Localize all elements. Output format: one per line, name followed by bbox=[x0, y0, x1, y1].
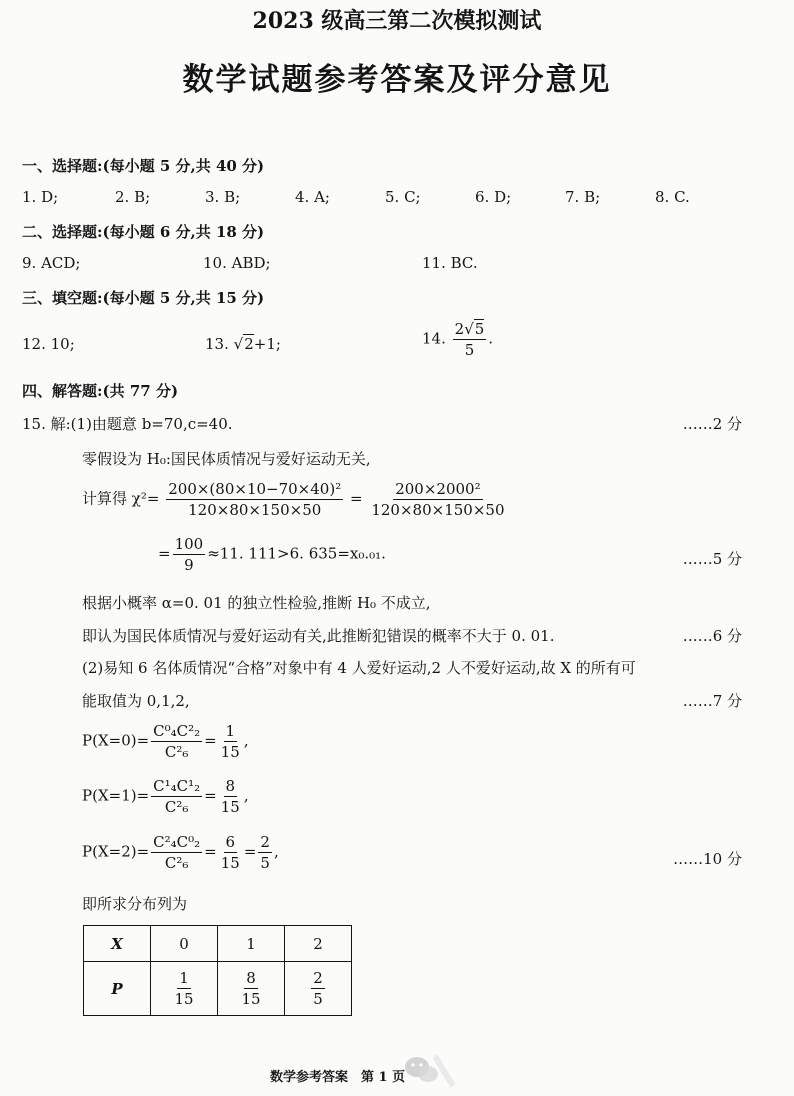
sqrt-symbol: √ bbox=[233, 335, 244, 353]
table-cell: 2 bbox=[285, 926, 352, 962]
p-fraction bbox=[311, 969, 325, 1008]
p-x1-value bbox=[219, 777, 242, 816]
answer-14-prefix: 14. bbox=[422, 329, 446, 348]
distribution-table bbox=[83, 925, 352, 1016]
p-x0-value-num: 1 bbox=[225, 722, 236, 740]
conclusion-line-1: 根据小概率 α=0. 01 的独立性检验,推断 H₀ 不成立, bbox=[82, 594, 431, 612]
p-den: 15 bbox=[174, 990, 194, 1008]
answer-13-prefix: 13. bbox=[205, 335, 229, 353]
score-mark-10: ……10 分 bbox=[673, 850, 742, 868]
answer-13-radicand: 2 bbox=[244, 335, 254, 353]
table-cell: 1 bbox=[218, 926, 285, 962]
answer-14-fraction: $\frac{2√5}{5}$ bbox=[454, 320, 485, 359]
section4-heading: 四、解答题:(共 77 分) bbox=[22, 382, 179, 400]
section2-heading: 二、选择题:(每小题 6 分,共 18 分) bbox=[22, 223, 265, 241]
result-numerator: 100 bbox=[174, 535, 204, 553]
equals-sign: = bbox=[349, 489, 363, 508]
table-cell: 0 bbox=[151, 926, 218, 962]
probability-x0: P(X=0)= $\frac{\text{C⁰₄C²₂}}{\text{C²₆}}$ = $\frac{1}{15}$ , bbox=[82, 722, 249, 761]
answer-14-radicand: 5 bbox=[474, 320, 485, 338]
answer-14 bbox=[422, 320, 493, 359]
p-x2-simplified-den: 5 bbox=[260, 854, 270, 872]
answer-6: 6. D; bbox=[475, 188, 512, 206]
q15-part1-line: 15. 解:(1)由题意 b=70,c=40. bbox=[22, 415, 233, 433]
table-header-p: P bbox=[84, 962, 151, 1016]
p-x1-combination bbox=[151, 777, 202, 816]
p-x2-simplified-num: 2 bbox=[260, 833, 270, 851]
equals-sign: = bbox=[158, 544, 171, 563]
answer-4: 4. A; bbox=[295, 188, 330, 206]
p-fraction bbox=[172, 969, 195, 1008]
p-x2-label: P(X=2)= bbox=[82, 842, 150, 861]
answer-13 bbox=[205, 335, 281, 353]
result-denominator: 9 bbox=[184, 556, 194, 574]
chi-square-label: 计算得 χ²= bbox=[82, 489, 160, 508]
answer-14-coef: 2 bbox=[454, 320, 465, 338]
answer-12: 12. 10; bbox=[22, 335, 75, 353]
answer-11: 11. BC. bbox=[422, 254, 478, 272]
p-x2-numerator: C²₄C⁰₂ bbox=[153, 833, 201, 851]
answer-14-suffix: . bbox=[488, 329, 494, 348]
answer-7: 7. B; bbox=[565, 188, 601, 206]
answer-9: 9. ACD; bbox=[22, 254, 81, 272]
p-x1-numerator: C¹₄C¹₂ bbox=[153, 777, 201, 795]
table-row bbox=[84, 962, 352, 1016]
p-x0-combination bbox=[151, 722, 202, 761]
conclusion-line-2: 即认为国民体质情况与爱好运动有关,此推断犯错误的概率不大于 0. 01. bbox=[82, 627, 555, 645]
section3-heading: 三、填空题:(每小题 5 分,共 15 分) bbox=[22, 289, 265, 307]
table-cell bbox=[151, 962, 218, 1016]
part2-line-2: 能取值为 0,1,2, bbox=[82, 692, 190, 710]
p-x2-value-num: 6 bbox=[225, 833, 236, 851]
section1-heading: 一、选择题:(每小题 5 分,共 40 分) bbox=[22, 157, 265, 175]
answer-10: 10. ABD; bbox=[203, 254, 271, 272]
score-mark-6: ……6 分 bbox=[682, 627, 742, 645]
part2-line-1: (2)易知 6 名体质情况“合格”对象中有 4 人爱好运动,2 人不爱好运动,故 X 的所有可 bbox=[82, 659, 636, 677]
p-x0-numerator: C⁰₄C²₂ bbox=[153, 722, 201, 740]
p-x1-label: P(X=1)= bbox=[82, 786, 150, 805]
chi-square-fraction-1 bbox=[166, 480, 343, 519]
answer-3: 3. B; bbox=[205, 188, 241, 206]
distribution-intro: 即所求分布列为 bbox=[82, 895, 188, 913]
comma: , bbox=[273, 842, 279, 861]
table-header-x: X bbox=[84, 926, 151, 962]
p-den: 5 bbox=[313, 990, 323, 1008]
p-x2-simplified bbox=[258, 833, 272, 872]
exam-title: 2023 级高三第二次模拟测试 bbox=[252, 8, 542, 34]
p-fraction bbox=[239, 969, 262, 1008]
probability-x2: P(X=2)= $\frac{\text{C²₄C⁰₂}}{\text{C²₆}}$ = $\frac{6}{15}$ = $\frac{2}{5}$ , bbox=[82, 833, 279, 872]
p-x1-denominator: C²₆ bbox=[164, 798, 189, 816]
chi-frac2-denominator: 120×80×150×50 bbox=[371, 501, 505, 519]
p-x0-label: P(X=0)= bbox=[82, 731, 150, 750]
answer-8: 8. C. bbox=[655, 188, 690, 206]
chi-frac1-numerator: 200×(80×10−70×40)² bbox=[168, 480, 342, 498]
chi-frac1-denominator: 120×80×150×50 bbox=[188, 501, 322, 519]
chi-square-result bbox=[158, 535, 386, 574]
answer-14-denominator: 5 bbox=[464, 341, 475, 359]
table-row bbox=[84, 926, 352, 962]
p-num: 2 bbox=[313, 969, 323, 987]
answer-13-suffix: +1; bbox=[253, 335, 281, 353]
answer-5: 5. C; bbox=[385, 188, 421, 206]
probability-x1: P(X=1)= $\frac{\text{C¹₄C¹₂}}{\text{C²₆}}$ = $\frac{8}{15}$ , bbox=[82, 777, 249, 816]
p-num: 1 bbox=[179, 969, 189, 987]
p-x2-value-den: 15 bbox=[220, 854, 240, 872]
answer-2: 2. B; bbox=[115, 188, 151, 206]
result-fraction bbox=[173, 535, 206, 574]
score-mark-2: ……2 分 bbox=[682, 415, 742, 433]
page-footer: 数学参考答案 第 1 页 bbox=[270, 1070, 406, 1085]
table-cell bbox=[218, 962, 285, 1016]
p-den: 15 bbox=[241, 990, 261, 1008]
comma: , bbox=[243, 786, 249, 805]
answer-1: 1. D; bbox=[22, 188, 59, 206]
comma: , bbox=[243, 731, 249, 750]
p-x0-value-den: 15 bbox=[220, 743, 240, 761]
score-mark-5: ……5 分 bbox=[682, 550, 742, 568]
p-x0-denominator: C²₆ bbox=[164, 743, 189, 761]
p-x1-value-den: 15 bbox=[220, 798, 240, 816]
chi-square-calculation bbox=[82, 480, 508, 519]
p-x0-value bbox=[219, 722, 242, 761]
p-x1-value-num: 8 bbox=[225, 777, 236, 795]
chi-frac2-numerator: 200×2000² bbox=[395, 480, 481, 498]
p-num: 8 bbox=[246, 969, 256, 987]
wechat-logo-icon bbox=[395, 1050, 455, 1090]
chi-square-fraction-2 bbox=[369, 480, 506, 519]
result-comparison: ≈11. 111>6. 635=x₀.₀₁. bbox=[207, 544, 386, 563]
score-mark-7: ……7 分 bbox=[682, 692, 742, 710]
null-hypothesis: 零假设为 H₀:国民体质情况与爱好运动无关, bbox=[82, 450, 371, 468]
document-title: 数学试题参考答案及评分意见 bbox=[182, 62, 612, 98]
p-x2-denominator: C²₆ bbox=[164, 854, 189, 872]
table-cell bbox=[285, 962, 352, 1016]
p-x2-combination bbox=[151, 833, 202, 872]
p-x2-value bbox=[219, 833, 242, 872]
